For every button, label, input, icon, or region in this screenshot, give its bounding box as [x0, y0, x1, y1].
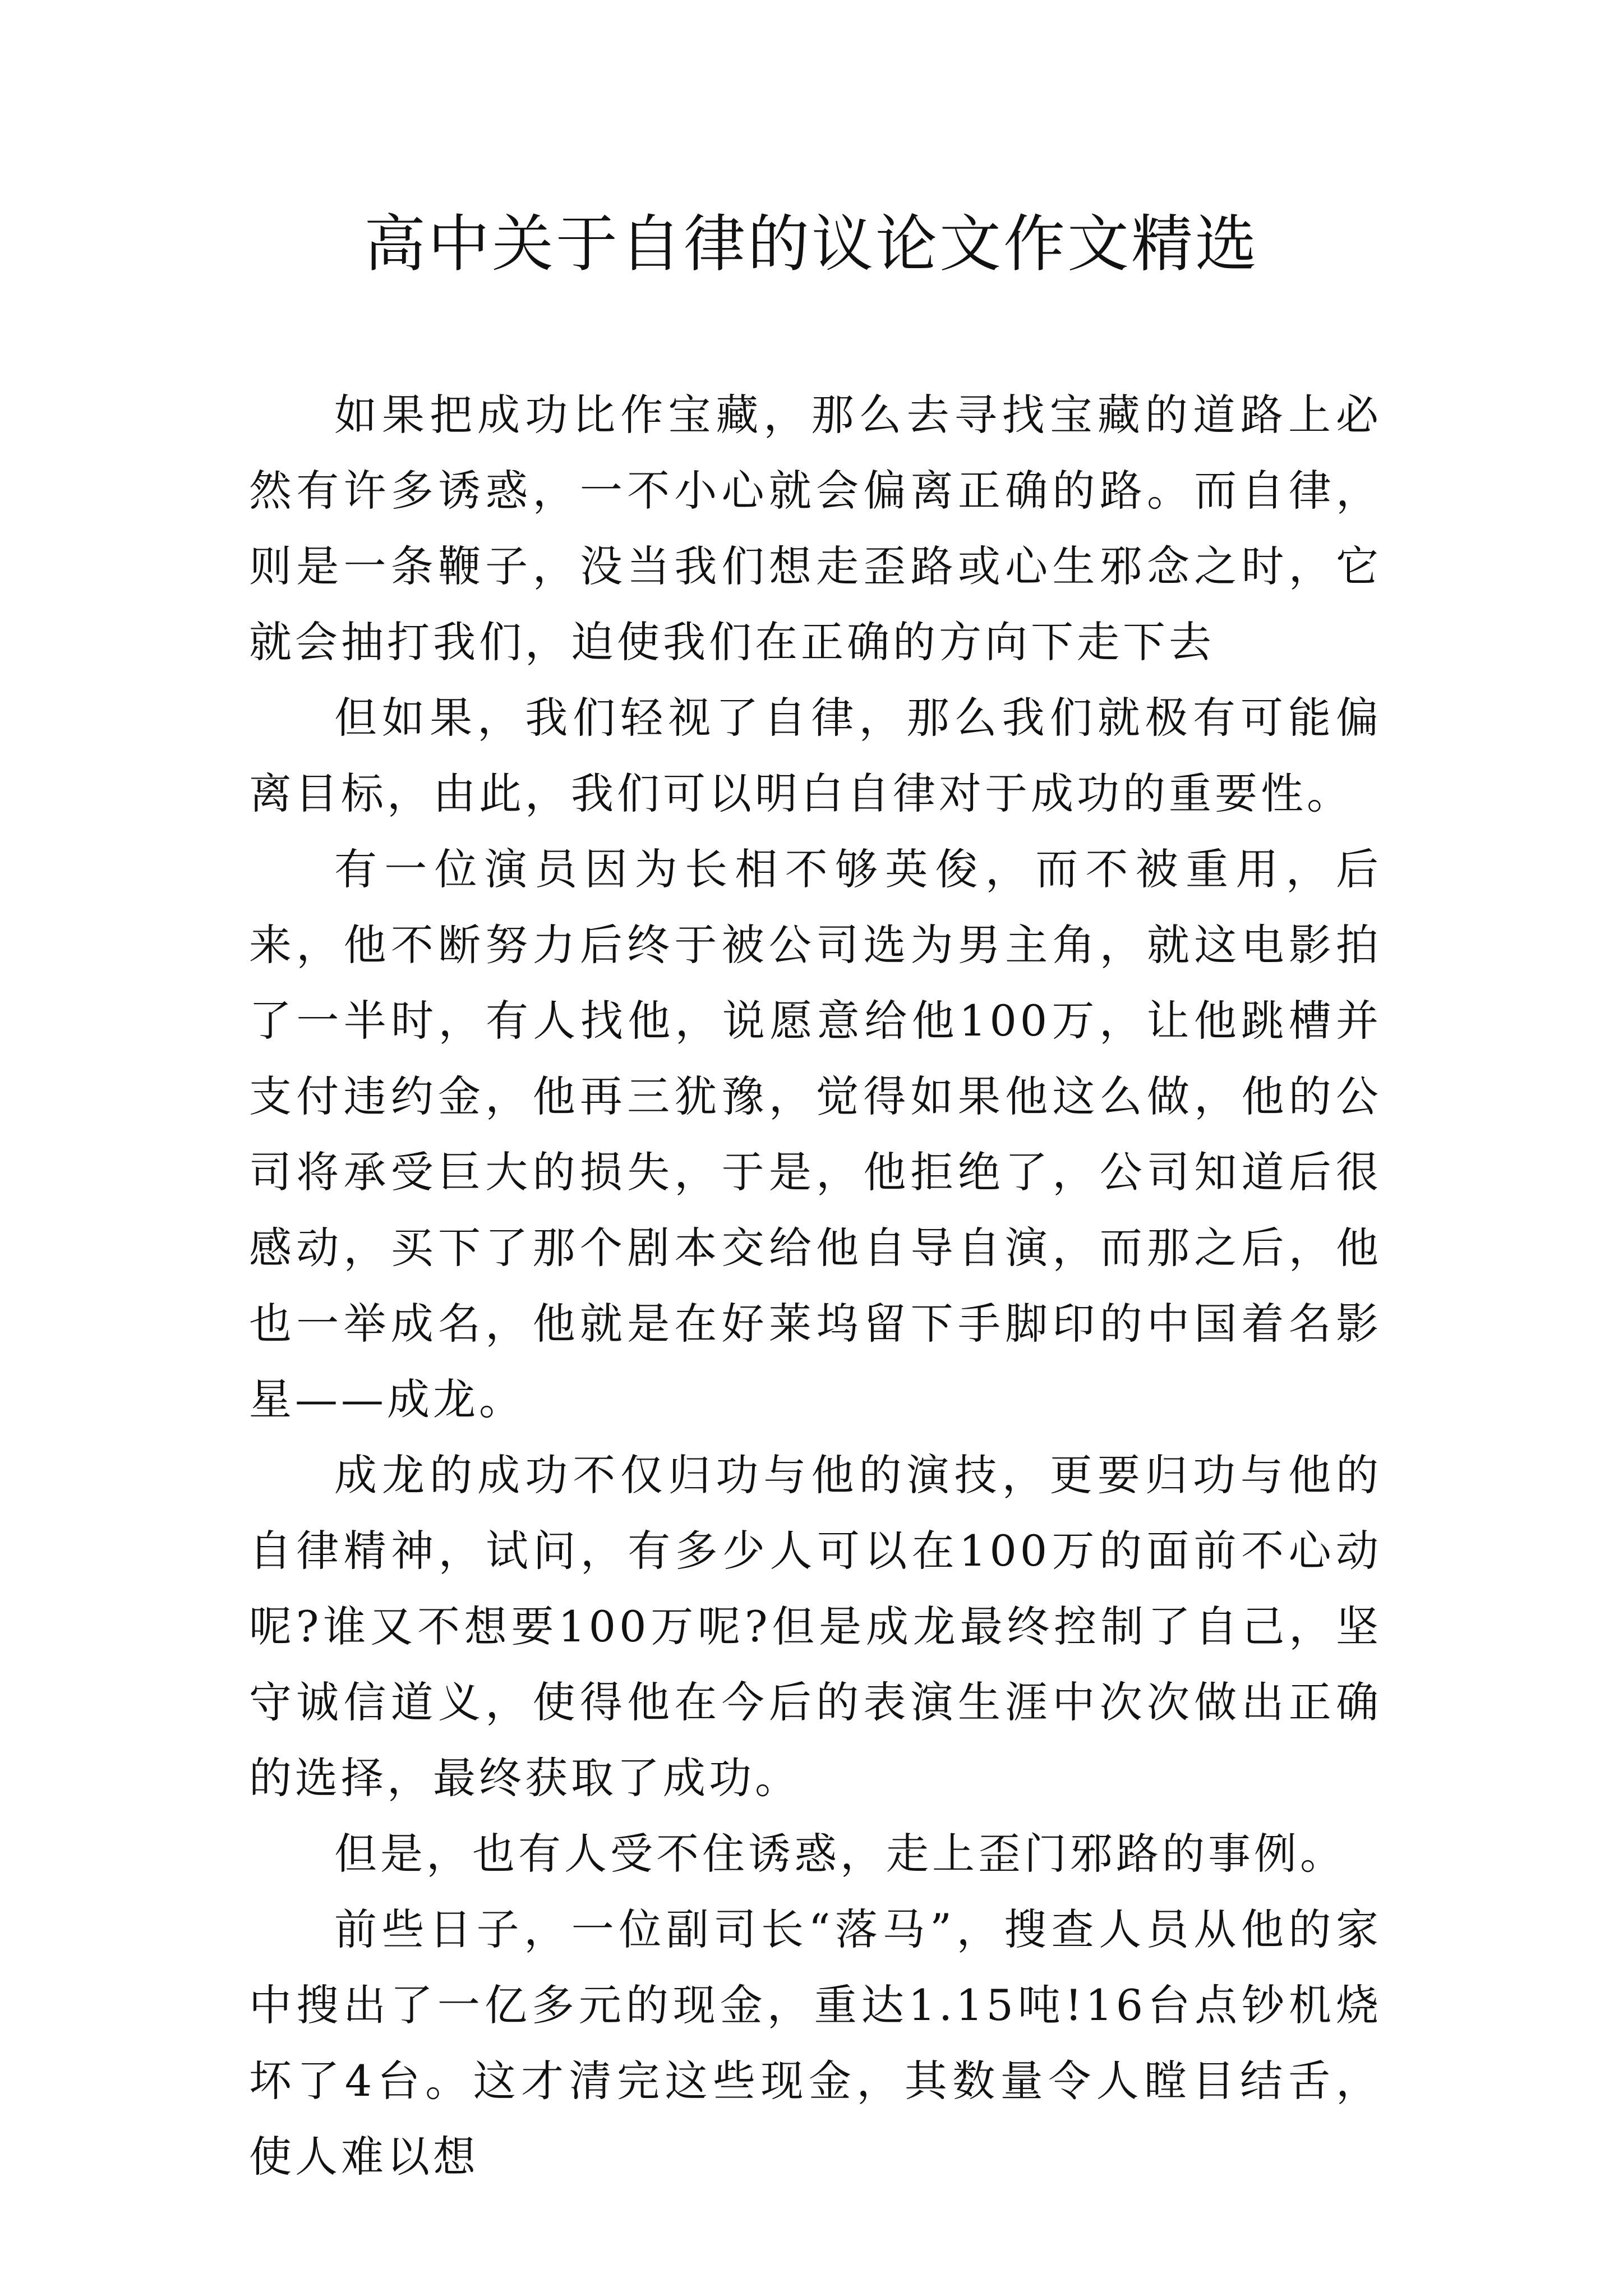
- paragraph-6: 前些日子，一位副司长“落马”，搜查人员从他的家中搜出了一亿多元的现金，重达1.15吨!16台点钞机烧坏了4台。这才清完这些现金，其数量令人瞠目结舌，使人难以想: [249, 1904, 1382, 2182]
- paragraph-5: 但是，也有人受不住诱惑，走上歪门邪路的事例。: [334, 1829, 1346, 1879]
- document-body: [249, 377, 1382, 2194]
- paragraph-1: 如果把成功比作宝藏，那么去寻找宝藏的道路上必然有许多诱惑，一不小心就会偏离正确的路。而自律，则是一条鞭子，没当我们想走歪路或心生邪念之时，它就会抽打我们，迫使我们在正确的方向下走下去: [249, 390, 1382, 667]
- paragraph-2: 但如果，我们轻视了自律，那么我们就极有可能偏离目标，由此，我们可以明白自律对于成功的重要性。: [249, 693, 1382, 818]
- paragraph-4: 成龙的成功不仅归功与他的演技，更要归功与他的自律精神，试问，有多少人可以在100万的面前不心动呢?谁又不想要100万呢?但是成龙最终控制了自己，坚守诚信道义，使得他在今后的表演生涯中次次做出正确的选择，最终获取了成功。: [249, 1450, 1382, 1803]
- document-title: 高中关于自律的议论文作文精选: [364, 208, 1259, 280]
- paragraph-3: 有一位演员因为长相不够英俊，而不被重用，后来，他不断努力后终于被公司选为男主角，就这电影拍了一半时，有人找他，说愿意给他100万，让他跳槽并支付违约金，他再三犹豫，觉得如果他这么做，他的公司将承受巨大的损失，于是，他拒绝了，公司知道后很感动，买下了那个剧本交给他自导自演，而那之后，他也一举成名，他就是在好莱坞留下手脚印的中国着名影星——成龙。: [249, 844, 1382, 1424]
